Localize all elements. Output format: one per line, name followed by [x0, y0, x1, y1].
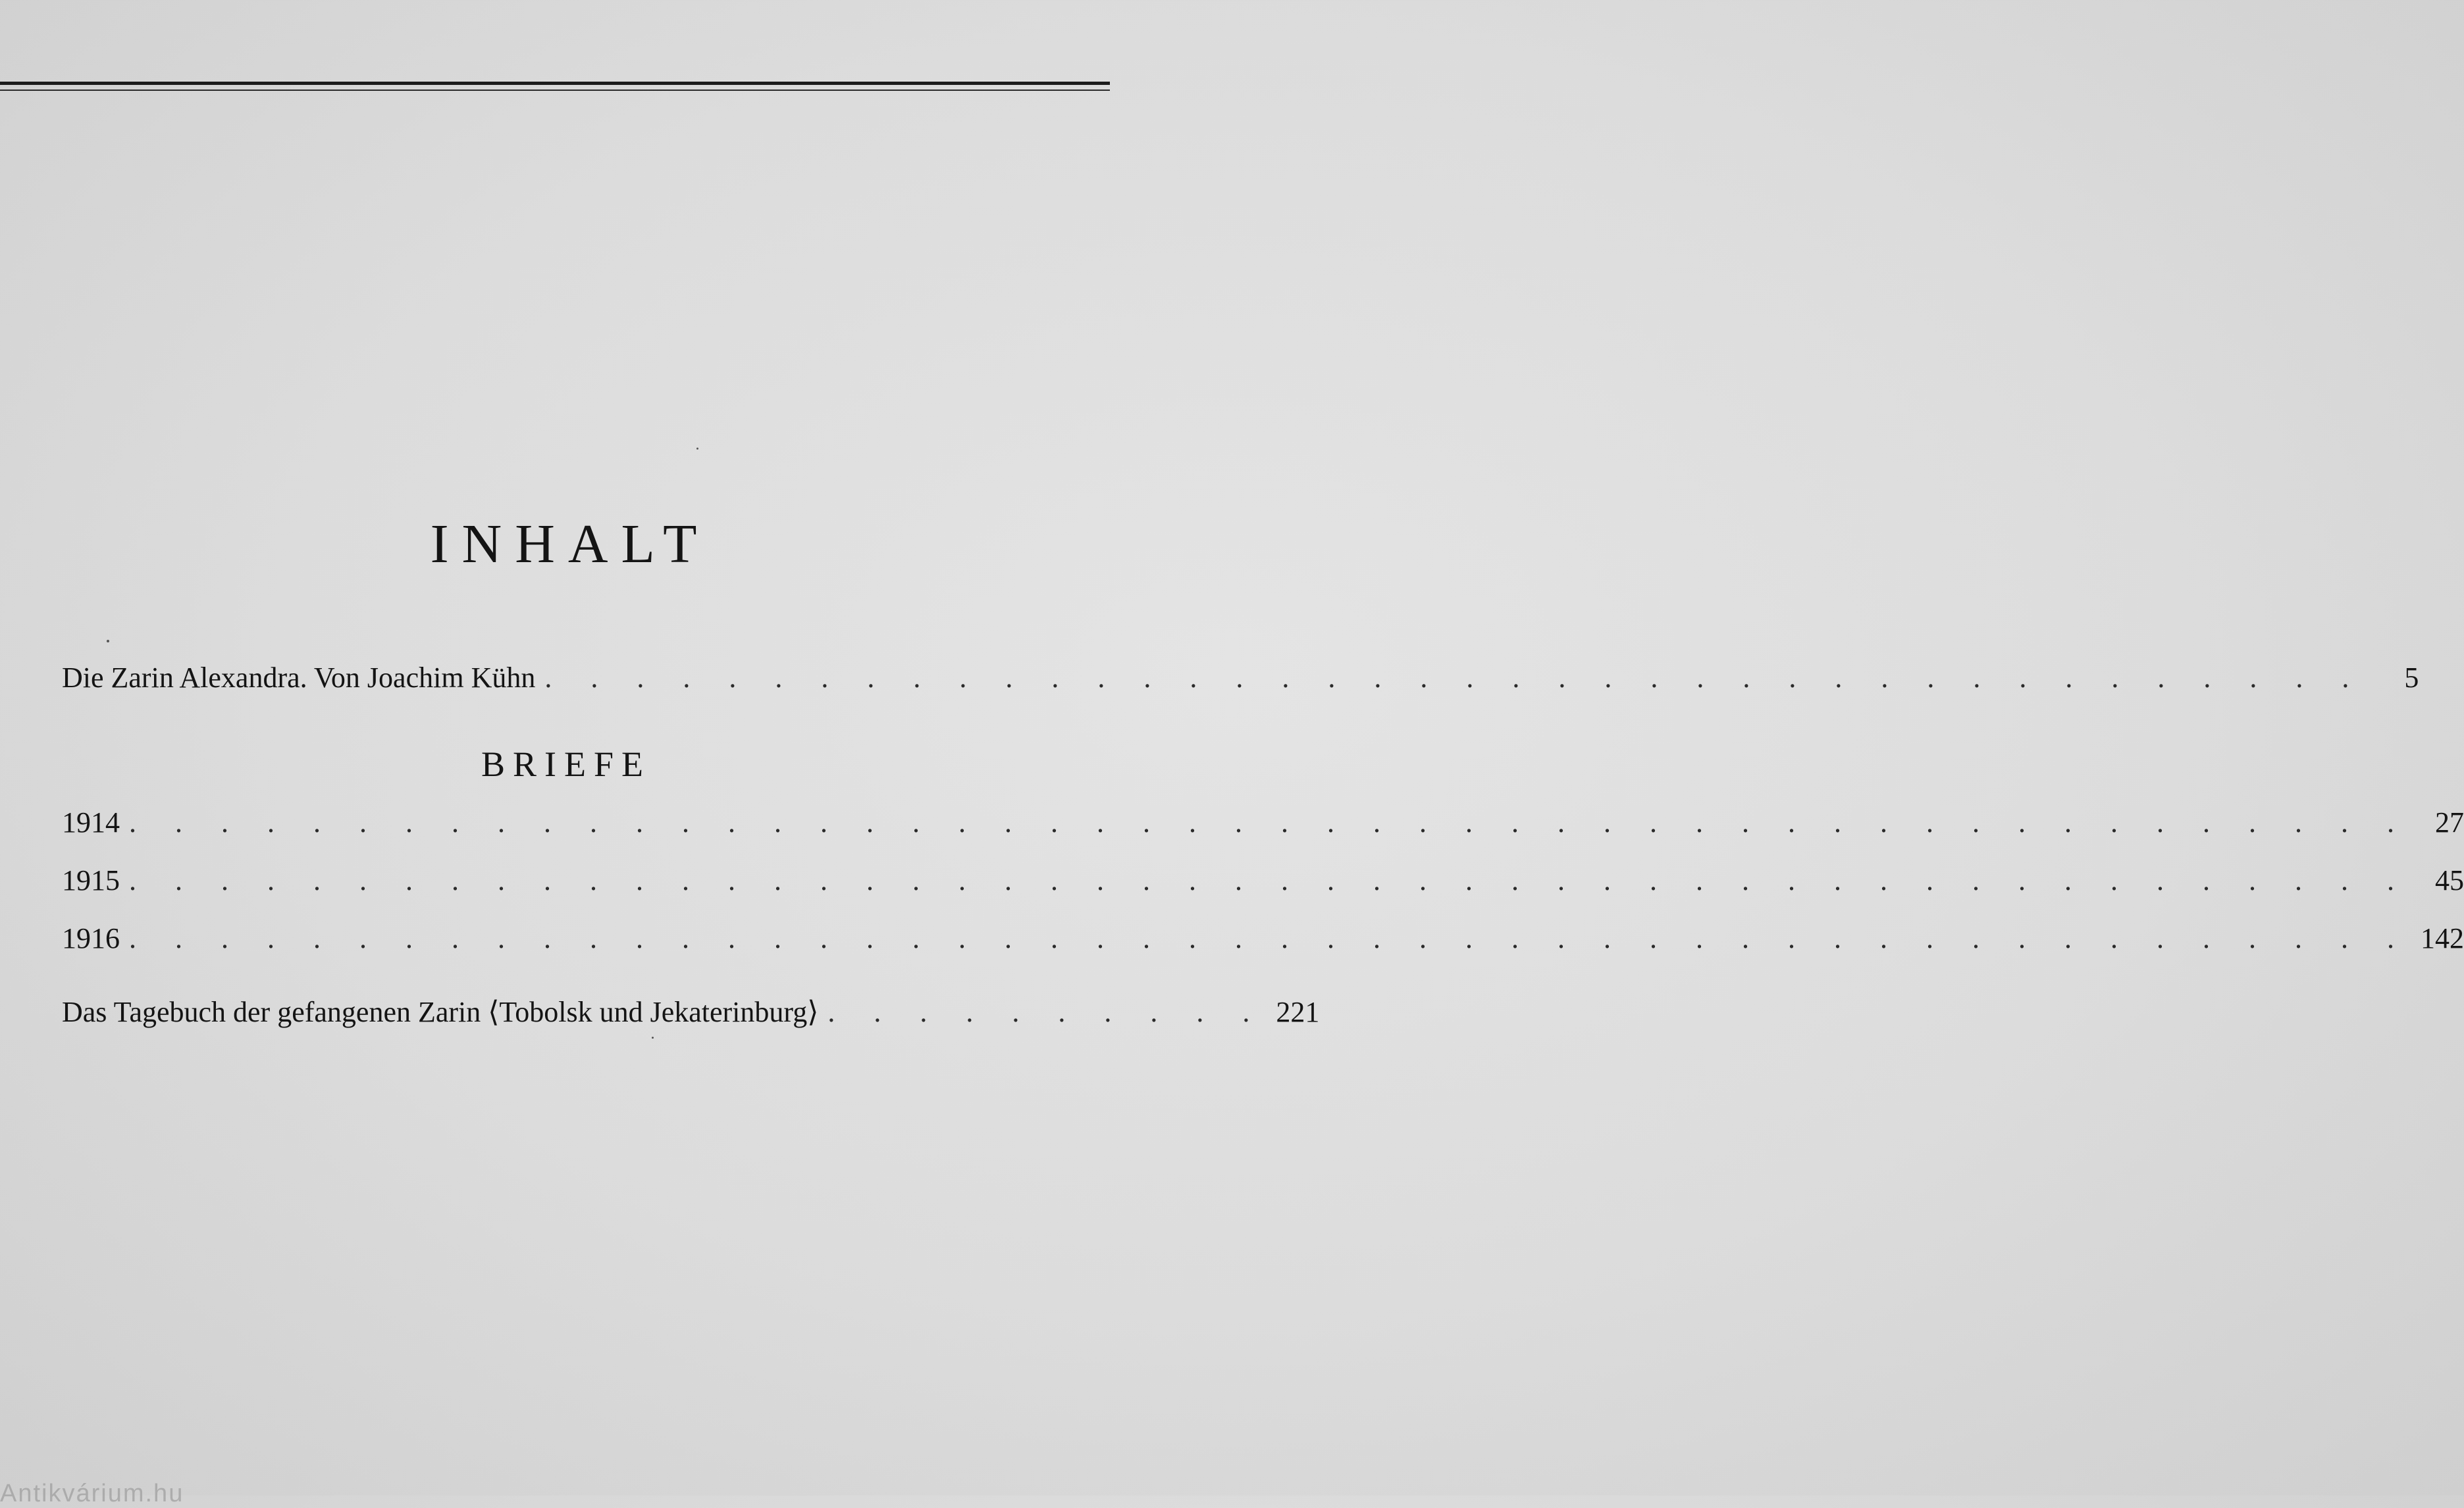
paper-speck — [696, 448, 698, 450]
toc-entry-title: Das Tagebuch der gefangenen Zarin ⟨Tobolsk und Jekaterinburg⟩ — [62, 996, 819, 1028]
toc-entry-page: 221 — [1276, 996, 1320, 1028]
toc-entry-page: 5 — [2404, 662, 2419, 694]
dot-leader: . . . . . . . . . . . . . . . . . . . . . . . . . . . . . . . . . . . . . . . . . . . . . . . . . . — [129, 922, 2410, 954]
toc-entry-1915 — [62, 862, 2464, 899]
watermark-text: Antikvárium.hu — [0, 1480, 184, 1507]
dot-leader: . . . . . . . . . . . . . . . . . . . . . . . . . . . . . . . . . . . . . . . . — [544, 662, 2365, 694]
top-rule-thin — [0, 90, 1110, 91]
toc-entry-1914 — [62, 804, 2464, 841]
dot-leader: . . . . . . . . . . . . . . . . . . . . . . . . . . . . . . . . . . . . . . . . . . . . . . . . . . — [129, 806, 2410, 839]
toc-entry-title: 1914 — [62, 806, 120, 839]
toc-entry-page: 45 — [2435, 864, 2464, 897]
paper-speck — [107, 640, 109, 642]
dot-leader: . . . . . . . . . . — [827, 996, 1266, 1028]
toc-entry-title: 1916 — [62, 922, 120, 954]
paper-speck — [652, 1037, 654, 1039]
section-heading: BRIEFE — [481, 744, 652, 784]
toc-entry-intro — [62, 660, 2419, 696]
page-title: INHALT — [430, 513, 710, 575]
toc-entry-page: 142 — [2421, 922, 2464, 954]
dot-leader: . . . . . . . . . . . . . . . . . . . . . . . . . . . . . . . . . . . . . . . . . . . . . . . . . . — [129, 864, 2410, 897]
toc-entry-diary — [62, 994, 1320, 1031]
top-rule-thick — [0, 82, 1110, 85]
toc-entry-1916 — [62, 920, 2464, 957]
toc-entry-title: 1915 — [62, 864, 120, 897]
toc-entry-page: 27 — [2435, 806, 2464, 839]
toc-entry-title: Die Zarin Alexandra. Von Joachim Kühn — [62, 662, 536, 694]
